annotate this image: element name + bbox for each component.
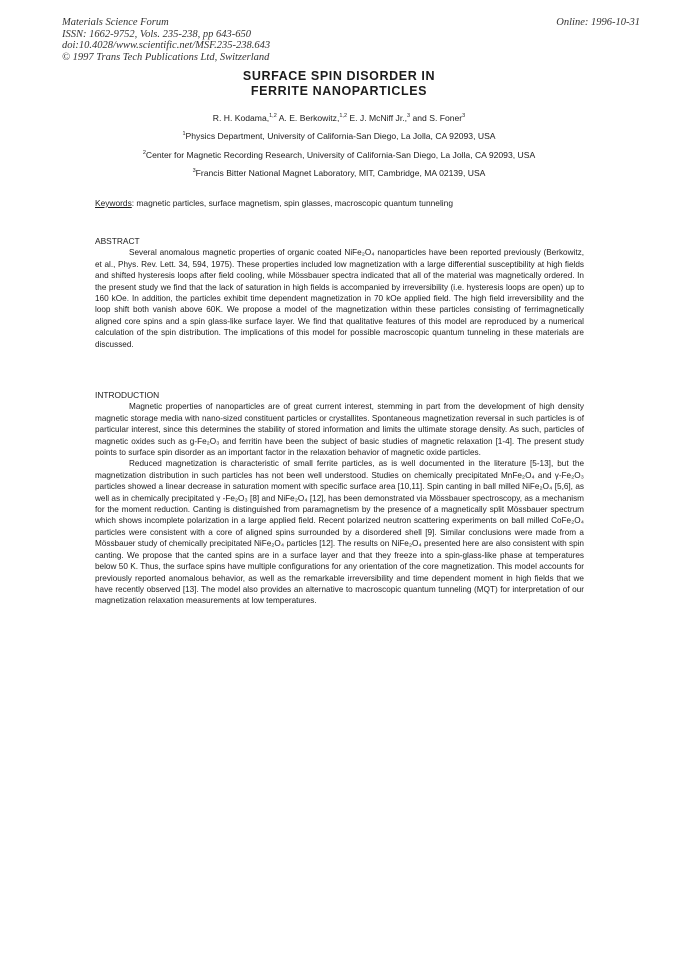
affiliation-mark: 1 xyxy=(182,131,186,137)
author-affiliation-mark: 3 xyxy=(407,113,411,119)
introduction-paragraph-2: Reduced magnetization is characteristic of small ferrite particles, as is well documented in the literature [5-13], but the magnetization distribution in such particles has not been well understood. Studies on chemically precipitated MnFe₂O₄ and γ-Fe₂O₃ particles showed a linear decrease in saturation moment with specific surface area [10,11]. Spin canting in ball milled NiFe₂O₄ [5,6], as well as in chemically precipitated γ -Fe₂O₃ [8] and NiFe₂O₄ [12], has been demonstrated via Mössbauer spectroscopy, as a mechanism for the moment reduction. Canting is distinguished from paramagnetism by the presence of a magnetically split Mössbauer spectrum which shows incomplete polarization in a large applied field. Recent polarized neutron scattering experiments on ball milled CoFe₂O₄ particles were consistent with a core of aligned spins surrounded by a disordered shell [9]. Similar conclusions were made from a Mössbauer study of chemically precipitated NiFe₂O₄ particles [12]. The results on NiFe₂O₄ presented here are also consistent with spin canting. We propose that the canted spins are in a surface layer and that they freeze into a spin-glass-like phase at temperatures below 50 K. Thus, the surface spins have multiple configurations for any orientation of the core magnetization. This model accounts for previously reported anomalous behavior, as well as the remarkable irreversibility and time dependent moment in high fields that we have recently observed [13]. The model also provides an alternative to macroscopic quantum tunneling (MQT) for interpretation of our magnetization relaxation measurements at low temperatures. xyxy=(95,459,584,606)
affiliation-text: Center for Magnetic Recording Research, University of California-San Diego, La Jolla, CA 92093, USA xyxy=(145,150,536,160)
affiliation-mark: 2 xyxy=(142,150,146,156)
online-date: Online: 1996-10-31 xyxy=(556,17,640,28)
introduction-paragraph-1: Magnetic properties of nanoparticles are of great current interest, stemming in part from the development of high density magnetic storage media with nano-sized constituent particles or crystallites. Spontaneous magnetization reversal in such particles is of particular interest, since this determines the stability of stored information and limits the ultimate storage density. As such, particles of magnetic oxides such as g-Fe₂O₃ and ferritin have been the subject of basic studies of magnetic relaxation [1-4]. The present study points to surface spin disorder as an important factor in the relaxation behavior of magnetic oxide particles. xyxy=(95,402,584,458)
journal-metadata xyxy=(62,17,270,63)
introduction-heading: INTRODUCTION xyxy=(95,390,160,400)
affiliation-3 xyxy=(0,168,678,178)
affiliation-2 xyxy=(0,150,678,160)
copyright-line: © 1997 Trans Tech Publications Ltd, Switzerland xyxy=(62,51,270,63)
author-affiliation-mark: 1,2 xyxy=(269,113,277,119)
keywords-text: : magnetic particles, surface magnetism, spin glasses, macroscopic quantum tunneling xyxy=(131,198,453,208)
introduction-section xyxy=(95,390,584,607)
keywords xyxy=(95,198,453,208)
title-line-2: FERRITE NANOPARTICLES xyxy=(250,84,428,98)
issn-line: ISSN: 1662-9752, Vols. 235-238, pp 643-650 xyxy=(62,28,251,40)
affiliation-mark: 3 xyxy=(192,168,196,174)
affiliation-text: Francis Bitter National Magnet Laboratory, MIT, Cambridge, MA 02139, USA xyxy=(195,168,486,178)
author-name: R. H. Kodama, xyxy=(212,113,270,123)
doi-line[interactable]: doi:10.4028/www.scientific.net/MSF.235-238.643 xyxy=(62,40,271,51)
paper-title xyxy=(0,69,678,99)
affiliation-1 xyxy=(0,131,678,141)
abstract-section xyxy=(95,236,584,350)
journal-name: Materials Science Forum xyxy=(62,17,169,28)
author-name: and S. Foner xyxy=(410,113,463,123)
keywords-label: Keywords xyxy=(95,198,132,208)
author-list xyxy=(0,113,678,123)
title-line-1: SURFACE SPIN DISORDER IN xyxy=(242,69,436,83)
author-affiliation-mark: 3 xyxy=(462,113,466,119)
affiliation-text: Physics Department, University of California-San Diego, La Jolla, CA 92093, USA xyxy=(185,131,496,141)
abstract-text: Several anomalous magnetic properties of organic coated NiFe₂O₄ nanoparticles have been reported previously (Berkowitz, et al., Phys. Rev. Lett. 34, 594, 1975). These properties included low magnetization with a large differential susceptibility at high fields and shifted hysteresis loops after field cooling, while Mössbauer spectra indicated that all of the material was magnetically ordered. In the present study we find that the lack of saturation in high fields is accompanied by irreversibility (i.e. hysteresis loops are open) up to 160 kOe. In addition, the particles exhibit time dependent magnetization in 70 kOe applied field. The high field irreversibility and the loop shift both vanish above 60K. We propose a model of the magnetization within these particles consisting of ferrimagnetically aligned core spins and a spin glass-like surface layer. We find that qualitative features of this model are reproduced by a numerical calculation of the spin distribution. The implications of this model for possible macroscopic quantum tunneling in these materials are discussed. xyxy=(95,248,584,349)
author-affiliation-mark: 1,2 xyxy=(339,113,348,119)
author-name: E. J. McNiff Jr., xyxy=(347,113,408,123)
author-name: A. E. Berkowitz, xyxy=(276,113,340,123)
abstract-heading: ABSTRACT xyxy=(95,236,140,246)
